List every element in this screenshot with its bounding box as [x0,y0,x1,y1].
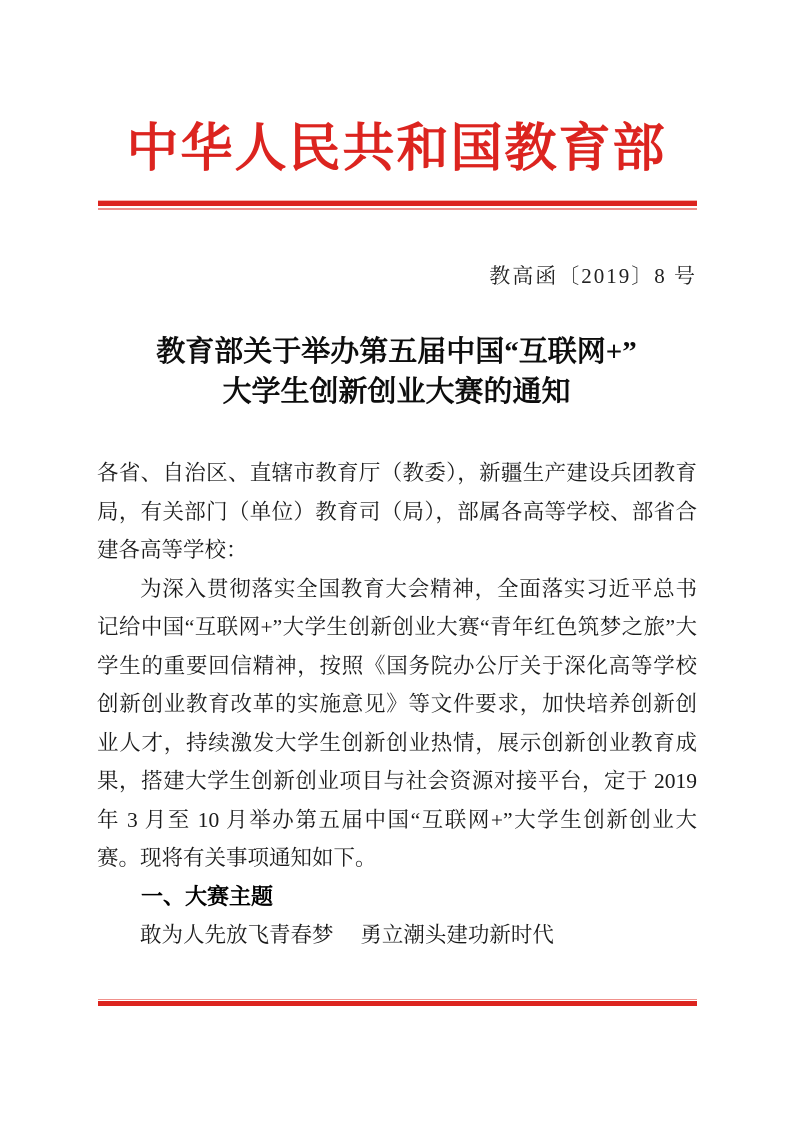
document-title-line-2: 大学生创新创业大赛的通知 [222,376,571,408]
intro-paragraph: 为深入贯彻落实全国教育大会精神，全面落实习近平总书记给中国“互联网+”大学生创新创业大赛“青年红色筑梦之旅”大学生的重要回信精神，按照《国务院办公厅关于深化高等学校创新创业教育改革的实施意见》等文件要求，加快培养创新创业人才，持续激发大学生创新创业热情，展示创新创业教育成果，搭建大学生创新创业项目与社会资源对接平台，定于 2019 年 3 月至 10 月举办第五届中国“互联网+”大学生创新创业大赛。现将有关事项通知如下。 [97,576,697,870]
section-1-theme: 敢为人先放飞青春梦 勇立潮头建功新时代 [140,923,554,947]
document-title-line-1: 教育部关于举办第五届中国“互联网+” [156,336,637,368]
footer-divider-thin-line [98,999,697,1000]
document-body [97,454,697,955]
footer-divider-thick-line [98,1001,697,1006]
salutation: 各省、自治区、直辖市教育厅（教委），新疆生产建设兵团教育局，有关部门（单位）教育司（局），部属各高等学校、部省合建各高等学校： [97,461,697,562]
letterhead-divider-thick-line [98,200,697,206]
section-1-heading: 一、大赛主题 [141,883,274,909]
letterhead-divider-thin-line [98,208,697,210]
document-title [80,332,713,412]
document-number: 教高函〔2019〕8 号 [489,264,697,288]
footer-divider [98,999,697,1006]
letterhead [0,118,793,210]
letterhead-title: 中华人民共和国教育部 [126,121,667,178]
letterhead-divider [98,200,697,210]
